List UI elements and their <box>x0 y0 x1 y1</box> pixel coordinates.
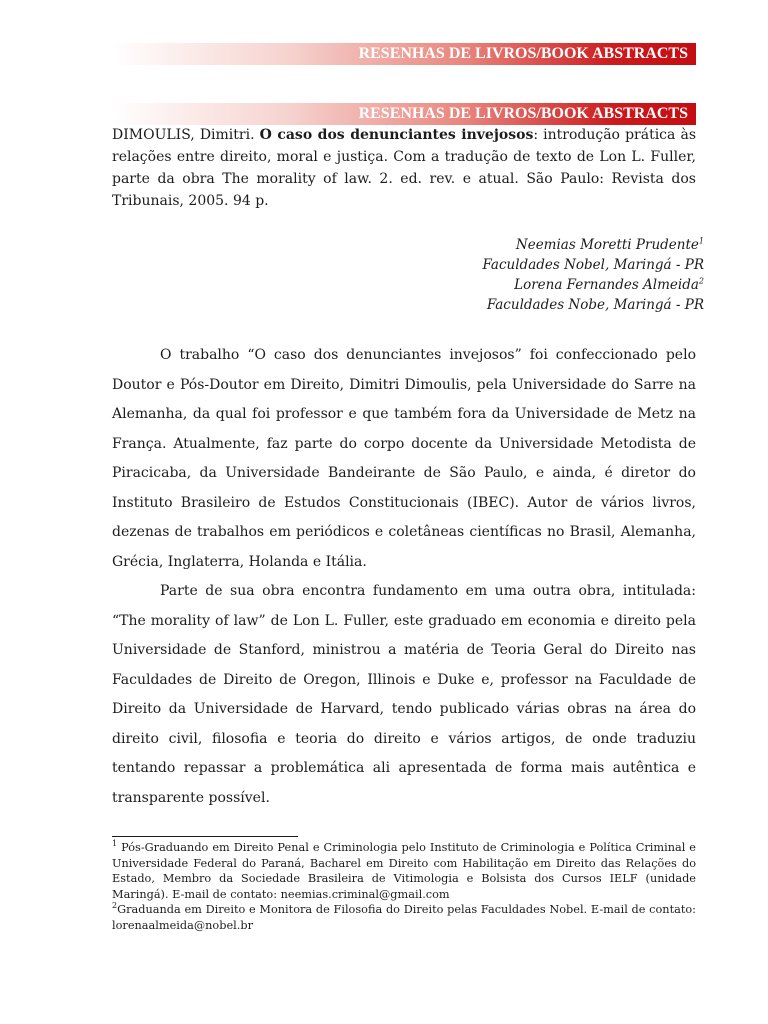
author-affiliation: Faculdades Nobe, Maringá - PR <box>486 297 704 313</box>
citation-details: : introdução prática às relações entre direito, moral e justiça. Com a tradução de texto de Lon L. Fuller, parte da obra The morality of law. 2. ed. rev. e atual. São Paulo: Revista dos Tribunais, 2005. 94 p. <box>112 127 696 209</box>
body-paragraph: O trabalho “O caso dos denunciantes invejosos” foi confeccionado pelo Doutor e Pós-Doutor em Direito, Dimitri Dimoulis, pela Universidade do Sarre na Alemanha, da qual foi professor e que também fora da Universidade de Metz na França. Atualmente, faz parte do corpo docente da Universidade Metodista de Piracicaba, da Universidade Bandeirante de São Paulo, e ainda, é diretor do Instituto Brasileiro de Estudos Constitucionais (IBEC). Autor de vários livros, dezenas de trabalhos em periódicos e coletâneas científicas no Brasil, Alemanha, Grécia, Inglaterra, Holanda e Itália. <box>112 347 696 570</box>
footnote-item: $^2$Graduanda em Direito e Monitora de Filosofia do Direito pelas Faculdades Nobel. E-mail de contato: lorenaalmeida@nobel.br <box>112 901 696 932</box>
section-banner-second <box>112 103 696 125</box>
review-body <box>112 341 696 813</box>
author-affiliation: Faculdades Nobel, Maringá - PR <box>482 257 704 273</box>
footnote-ref[interactable]: 2 <box>698 276 704 286</box>
review-authors <box>482 235 704 315</box>
footnote-mark: 2 <box>112 901 118 911</box>
author-line: Lorena Fernandes Almeida$^2$ <box>514 276 704 293</box>
footnotes <box>112 840 696 934</box>
section-banner-title: RESENHAS DE LIVROS/BOOK ABSTRACTS <box>358 45 688 62</box>
footnote-divider <box>112 836 298 837</box>
section-banner-title-repeat: RESENHAS DE LIVROS/BOOK ABSTRACTS <box>358 105 688 122</box>
author-line: Neemias Moretti Prudente$^1$ <box>515 236 704 253</box>
footnote-mark: 1 <box>112 839 118 849</box>
book-citation <box>112 124 696 212</box>
footnote-item: $^1$ Pós-Graduando em Direito Penal e Criminologia pelo Instituto de Criminologia e Política Criminal e Universidade Federal do Paraná, Bacharel em Direito com Habilitação em Direito das Relações do Estado, Membro da Sociedade Brasileira de Vitimologia e Bolsista dos Cursos IELF (unidade Maringá). E-mail de contato: neemias.criminal@gmail.com <box>112 839 696 901</box>
footnote-ref[interactable]: 1 <box>698 236 704 246</box>
section-banner-top <box>112 43 696 65</box>
citation-author: DIMOULIS, Dimitri. <box>112 127 255 143</box>
citation-title: O caso dos denunciantes invejosos <box>259 127 534 143</box>
body-paragraph: Parte de sua obra encontra fundamento em uma outra obra, intitulada: “The morality of law” de Lon L. Fuller, este graduado em economia e direito pela Universidade de Stanford, ministrou a matéria de Teoria Geral do Direito nas Faculdades de Direito de Oregon, Illinois e Duke e, professor na Faculdade de Direito da Universidade de Harvard, tendo publicado várias obras na área do direito civil, filosofia e teoria do direito e vários artigos, de onde traduziu tentando repassar a problemática ali apresentada de forma mais autêntica e transparente possível. <box>112 583 696 806</box>
